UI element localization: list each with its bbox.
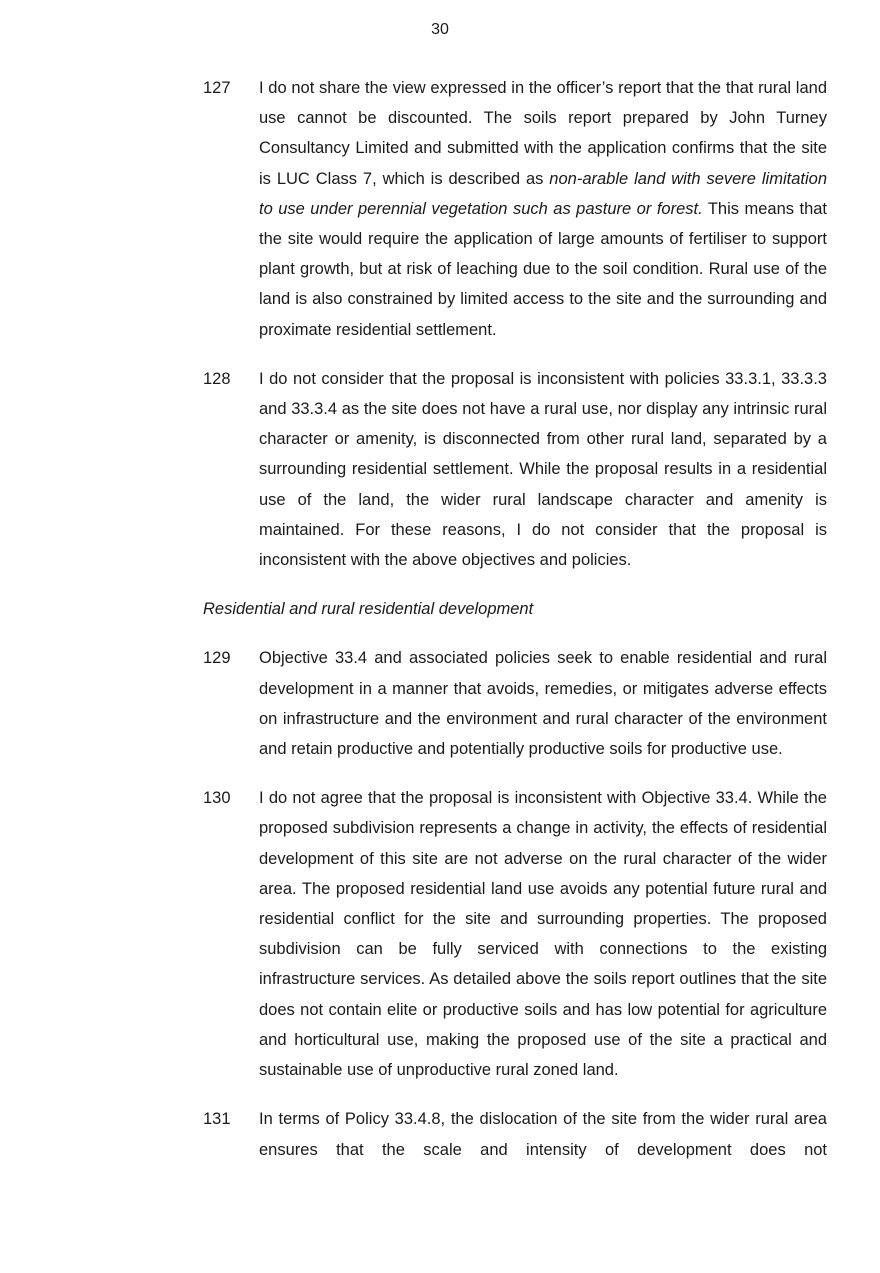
- paragraph-131: [203, 1104, 827, 1164]
- paragraph-number: 128: [203, 369, 231, 388]
- paragraph-number: 130: [203, 789, 231, 808]
- luc-class-description: non-arable land with severe limitation to use under perennial vegetation such as pasture or forest.: [259, 169, 827, 218]
- paragraph-number: 127: [203, 79, 231, 97]
- paragraph-128: [203, 364, 827, 575]
- paragraph-text: I do not agree that the proposal is inconsistent with Objective 33.4. While the proposed subdivision represents a change in activity, the effects of residential development of this site are not adverse on the rural character of the wider area. The proposed residential land use avoids any potential future rural and residential conflict for the site and surrounding properties. The proposed subdivision can be fully serviced with connections to the existing infrastructure services. As detailed above the soils report outlines that the site does not contain elite or productive soils and has low potential for agriculture and horticultural use, making the proposed use of the site a practical and sustainable use of unproductive rural zoned land.: [259, 789, 827, 1080]
- section-heading: Residential and rural residential development: [203, 600, 534, 619]
- paragraph-text: [259, 73, 827, 345]
- document-body: [203, 73, 827, 1184]
- paragraph-number: 131: [203, 1110, 231, 1129]
- paragraph-number: 129: [203, 649, 231, 668]
- paragraph-text: Objective 33.4 and associated policies seek to enable residential and rural development in a manner that avoids, remedies, or mitigates adverse effects on infrastructure and the environment and rural character of the environment and retain productive and potentially productive soils for productive use.: [259, 649, 827, 759]
- paragraph-text-part: This means that the site would require the application of large amounts of fertiliser to support plant growth, but at risk of leaching due to the soil condition. Rural use of the land is also constrained by limited access to the site and the surrounding and proximate residential settlement.: [259, 199, 828, 339]
- paragraph-text-part: I do not share the view expressed in the officer’s report that the that rural land use cannot be discounted. The soils report prepared by John Turney Consultancy Limited and submitted with the application confirms that the site is LUC Class 7, which is described as: [259, 79, 827, 188]
- paragraph-130: [203, 783, 827, 1085]
- paragraph-129: [203, 643, 827, 764]
- paragraph-text: In terms of Policy 33.4.8, the dislocation of the site from the wider rural area ensures that the scale and intensity of development does not: [259, 1110, 827, 1159]
- paragraph-127: [203, 73, 827, 345]
- page-number: 30: [431, 21, 449, 38]
- paragraph-text: I do not consider that the proposal is inconsistent with policies 33.3.1, 33.3.3 and 33.3.4 as the site does not have a rural use, nor display any intrinsic rural character or amenity, is disconnected from other rural land, separated by a surrounding residential settlement. While the proposal results in a residential use of the land, the wider rural landscape character and amenity is maintained. For these reasons, I do not consider that the proposal is inconsistent with the above objectives and policies.: [259, 369, 827, 570]
